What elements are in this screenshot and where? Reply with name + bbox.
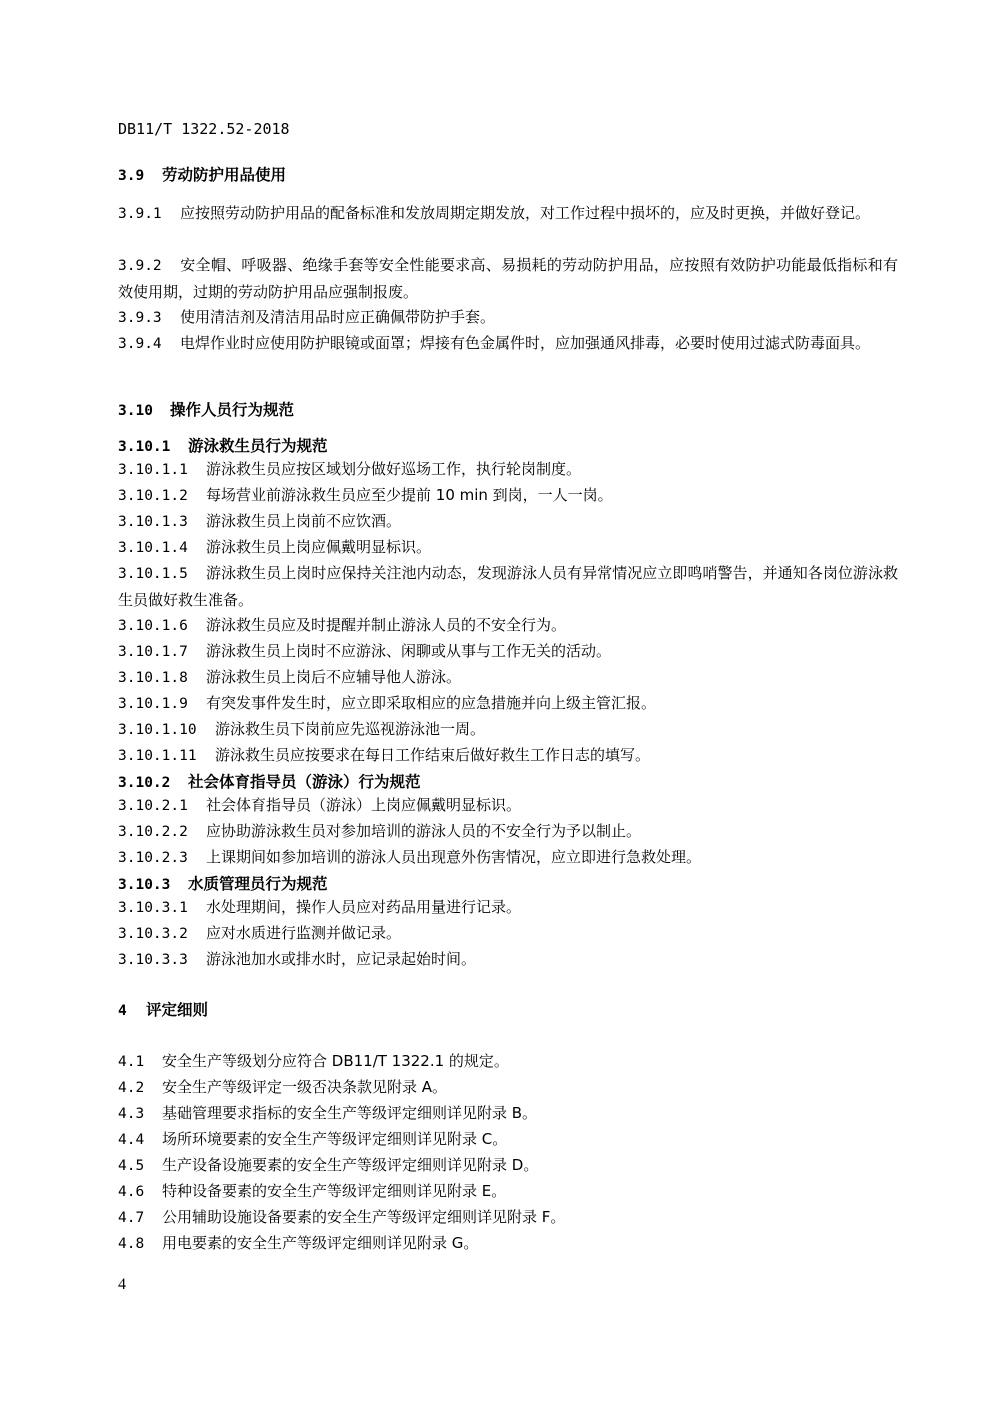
clause-3-10-1-7	[118, 638, 611, 665]
clause-3-9-4	[118, 330, 898, 357]
clause-number: 3.9.1	[118, 206, 162, 222]
clause-text: 社会体育指导员（游泳）上岗应佩戴明显标识。	[206, 796, 522, 814]
clause-text: 游泳救生员下岗前应先巡视游泳池一周。	[215, 720, 486, 738]
page-number: 4	[118, 1276, 126, 1293]
subsection-number: 3.10.2	[118, 775, 171, 791]
clause-number: 3.10.1.5	[118, 566, 188, 582]
clause-text: 应协助游泳救生员对参加培训的游泳人员的不安全行为予以制止。	[206, 822, 642, 840]
clause-text: 每场营业前游泳救生员应至少提前 10 min 到岗，一人一岗。	[206, 486, 613, 504]
clause-4-5	[118, 1152, 538, 1179]
clause-4-1	[118, 1048, 509, 1075]
section-title: 操作人员行为规范	[170, 401, 295, 419]
clause-number: 3.10.1.3	[118, 514, 188, 530]
clause-text: 场所环境要素的安全生产等级评定细则详见附录 C。	[162, 1130, 508, 1148]
clause-text: 游泳救生员上岗后不应辅导他人游泳。	[206, 668, 462, 686]
subsection-heading-3-10-2	[118, 770, 421, 792]
clause-number: 3.10.2.3	[118, 850, 188, 866]
clause-number: 4.3	[118, 1106, 145, 1122]
clause-number: 4.7	[118, 1210, 145, 1226]
clause-3-10-3-1	[118, 894, 521, 921]
clause-number: 3.10.2.2	[118, 824, 188, 840]
clause-3-9-2	[118, 252, 898, 305]
section-title: 劳动防护用品使用	[162, 166, 287, 184]
clause-number: 3.10.3.3	[118, 952, 188, 968]
subsection-heading-3-10-3	[118, 872, 328, 894]
clause-text: 生产设备设施要素的安全生产等级评定细则详见附录 D。	[162, 1156, 539, 1174]
clause-4-2	[118, 1074, 447, 1101]
clause-text: 应对水质进行监测并做记录。	[206, 924, 402, 942]
clause-number: 4.1	[118, 1054, 145, 1070]
clause-number: 3.10.1.11	[118, 748, 197, 764]
clause-number: 4.8	[118, 1236, 145, 1252]
subsection-title: 社会体育指导员（游泳）行为规范	[188, 773, 421, 791]
subsection-number: 3.10.3	[118, 877, 171, 893]
section-heading-3-10	[118, 398, 294, 420]
clause-3-10-1-3	[118, 508, 401, 535]
clause-text: 游泳救生员上岗时不应游泳、闲聊或从事与工作无关的活动。	[206, 642, 612, 660]
clause-text: 安全生产等级评定一级否决条款见附录 A。	[162, 1078, 448, 1096]
section-title: 评定细则	[146, 1001, 209, 1019]
subsection-title: 水质管理员行为规范	[188, 875, 328, 893]
clause-text: 游泳救生员上岗时应保持关注池内动态，发现游泳人员有异常情况应立即鸣哨警告，并通知各岗位游泳救生员做好救生准备。	[118, 564, 898, 609]
clause-number: 3.10.2.1	[118, 798, 188, 814]
clause-number: 3.10.1.6	[118, 618, 188, 634]
clause-text: 用电要素的安全生产等级评定细则详见附录 G。	[162, 1234, 479, 1252]
clause-number: 3.10.1.7	[118, 644, 188, 660]
section-number: 3.10	[118, 403, 153, 419]
clause-3-10-1-5	[118, 560, 898, 613]
clause-text: 公用辅助设施设备要素的安全生产等级评定细则详见附录 F。	[162, 1208, 566, 1226]
clause-text: 游泳救生员上岗前不应饮酒。	[206, 512, 402, 530]
clause-3-9-3	[118, 304, 898, 331]
clause-text: 安全生产等级划分应符合 DB11/T 1322.1 的规定。	[162, 1052, 509, 1070]
subsection-number: 3.10.1	[118, 439, 171, 455]
clause-number: 3.9.2	[118, 258, 162, 274]
clause-text: 游泳救生员上岗应佩戴明显标识。	[206, 538, 432, 556]
section-heading-4	[118, 998, 208, 1020]
clause-3-10-1-6	[118, 612, 566, 639]
clause-number: 4.4	[118, 1132, 145, 1148]
clause-3-10-2-2	[118, 818, 641, 845]
clause-number: 3.10.1.1	[118, 462, 188, 478]
document-code: DB11/T 1322.52-2018	[118, 120, 290, 138]
clause-number: 4.6	[118, 1184, 145, 1200]
clause-text: 游泳救生员应按区域划分做好巡场工作，执行轮岗制度。	[206, 460, 582, 478]
subsection-title: 游泳救生员行为规范	[188, 437, 328, 455]
clause-text: 应按照劳动防护用品的配备标准和发放周期定期发放，对工作过程中损坏的，应及时更换，并做好登记。	[180, 204, 871, 222]
clause-3-10-2-1	[118, 792, 521, 819]
clause-text: 游泳池加水或排水时，应记录起始时间。	[206, 950, 477, 968]
clause-text: 水处理期间，操作人员应对药品用量进行记录。	[206, 898, 522, 916]
clause-number: 3.10.1.4	[118, 540, 188, 556]
clause-number: 3.9.3	[118, 310, 162, 326]
clause-text: 游泳救生员应按要求在每日工作结束后做好救生工作日志的填写。	[215, 746, 651, 764]
clause-number: 3.9.4	[118, 336, 162, 352]
clause-3-10-1-8	[118, 664, 461, 691]
clause-4-8	[118, 1230, 478, 1257]
clause-text: 特种设备要素的安全生产等级评定细则详见附录 E。	[162, 1182, 507, 1200]
clause-3-10-1-4	[118, 534, 431, 561]
section-number: 4	[118, 1003, 127, 1019]
clause-3-10-3-2	[118, 920, 401, 947]
section-heading-3-9	[118, 163, 286, 185]
clause-4-4	[118, 1126, 507, 1153]
clause-3-10-1-10	[118, 716, 485, 743]
clause-3-10-1-11	[118, 742, 650, 769]
clause-3-10-1-1	[118, 456, 581, 483]
clause-number: 3.10.1.10	[118, 722, 197, 738]
clause-text: 安全帽、呼吸器、绝缘手套等安全性能要求高、易损耗的劳动防护用品，应按照有效防护功能最低指标和有效使用期，过期的劳动防护用品应强制报废。	[118, 256, 898, 301]
clause-3-10-2-3	[118, 844, 701, 871]
clause-number: 3.10.1.2	[118, 488, 188, 504]
clause-3-10-1-9	[118, 690, 656, 717]
clause-text: 上课期间如参加培训的游泳人员出现意外伤害情况，应立即进行急救处理。	[206, 848, 702, 866]
clause-3-9-1	[118, 200, 898, 227]
clause-number: 3.10.3.1	[118, 900, 188, 916]
clause-number: 3.10.1.8	[118, 670, 188, 686]
clause-number: 4.5	[118, 1158, 145, 1174]
clause-number: 4.2	[118, 1080, 145, 1096]
clause-text: 电焊作业时应使用防护眼镜或面罩；焊接有色金属件时，应加强通风排毒，必要时使用过滤式防毒面具。	[180, 334, 871, 352]
clause-text: 游泳救生员应及时提醒并制止游泳人员的不安全行为。	[206, 616, 567, 634]
clause-3-10-1-2	[118, 482, 613, 509]
clause-4-3	[118, 1100, 537, 1127]
subsection-heading-3-10-1	[118, 434, 328, 456]
clause-number: 3.10.3.2	[118, 926, 188, 942]
clause-text: 有突发事件发生时，应立即采取相应的应急措施并向上级主管汇报。	[206, 694, 657, 712]
clause-4-7	[118, 1204, 565, 1231]
clause-text: 基础管理要求指标的安全生产等级评定细则详见附录 B。	[162, 1104, 538, 1122]
clause-4-6	[118, 1178, 506, 1205]
clause-text: 使用清洁剂及清洁用品时应正确佩带防护手套。	[180, 308, 496, 326]
clause-3-10-3-3	[118, 946, 476, 973]
clause-number: 3.10.1.9	[118, 696, 188, 712]
section-number: 3.9	[118, 168, 145, 184]
